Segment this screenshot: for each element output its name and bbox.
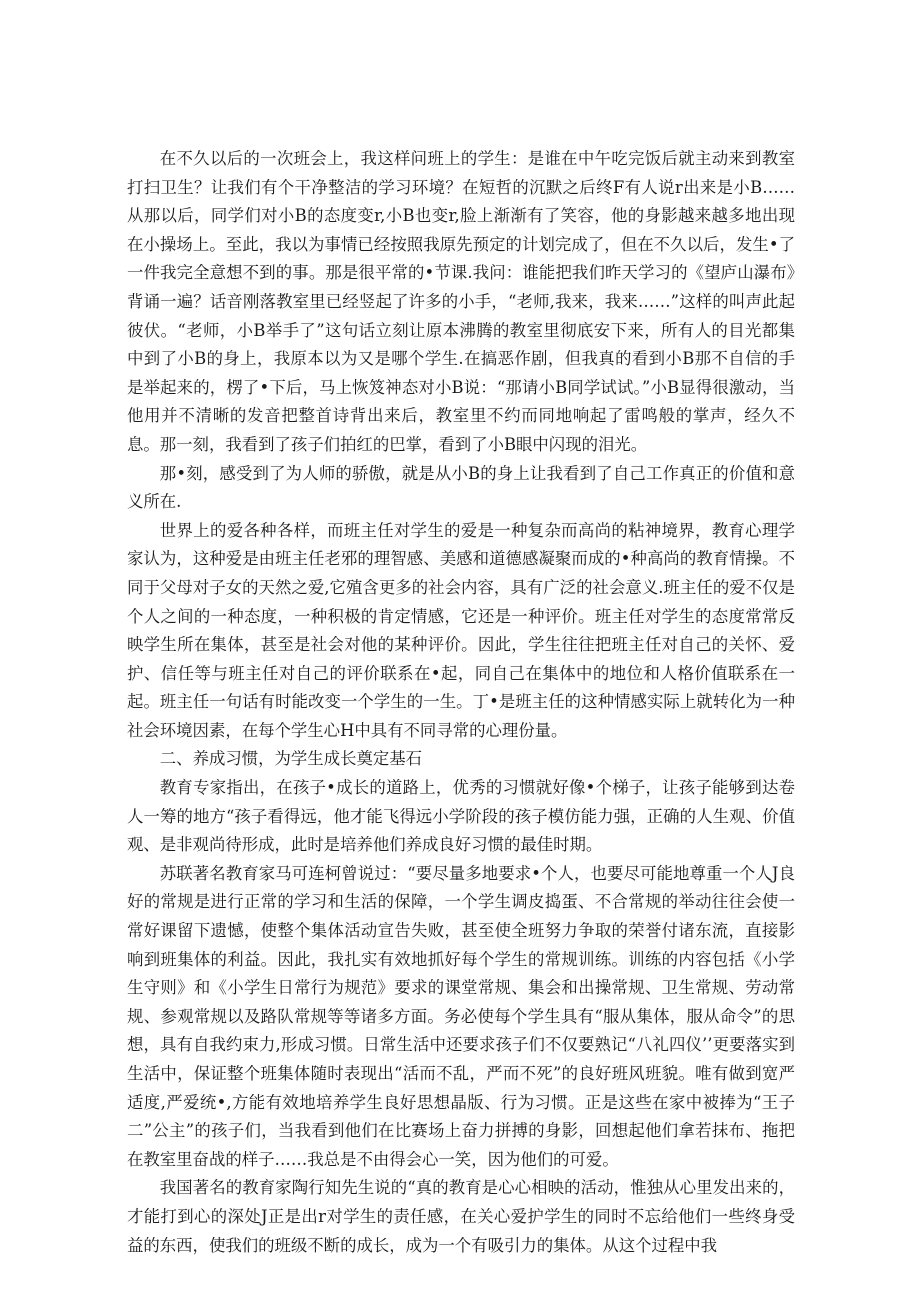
paragraph-teacher-pride: 那•刻，感受到了为人师的骄傲，就是从小B的身上让我看到了自己工作真正的价值和意义所在. xyxy=(127,463,795,512)
paragraph-tao-xingzhi: 我国著名的教育家陶行知先生说的“真的教育是心心相映的活动，惟独从心里发出来的，才能打到心的深处J正是出r对学生的责任感，在关心爱护学生的同时不忘给他们一些终身受益的东西，使我们的班级不断的成长，成为一个有吸引力的集体。从这个过程中我 xyxy=(127,1178,795,1255)
paragraph-routine-training: 苏联著名教育家马可连柯曾说过：“要尽量多地要求•个人，也要尽可能地尊重一个人J良好的常规是进行正常的学习和生活的保障，一个学生调皮捣蛋、不合常规的举动往往会使一常好课留下遗憾，使整个集体活动宣告失败，甚至使全班努力争取的荣誉付诸东流，直接影响到班集体的利益。因此，我扎实有效地抓好每个学生的常规训练。训练的内容包括《小学生守则》和《小学生日常行为规范》要求的课堂常规、集会和出操常规、卫生常规、劳动常规、参观常规以及路队常规等等诸多方面。务必使每个学生具有“服从集体，服从命令”的思想，具有自我约束力,形成习惯。日常生活中还要求孩子们不仅要熟记“八礼四仪’’更要落实到生活中，保证整个班集体随时表现出“活而不乱，严而不死”的良好班风班貌。唯有做到宽严适度,严爱统•,方能有效地培养学生良好思想晶版、行为习惯。正是这些在家中被捧为“王子二”公主”的孩子们，当我看到他们在比赛场上奋力拼搏的身影，回想起他们拿若抹布、拖把在教室里奋战的样子……我总是不由得会心一笑，因为他们的可爱。 xyxy=(127,863,795,1169)
document-body xyxy=(127,145,795,1260)
paragraph-habit-ladder: 教育专家指出，在孩子•成长的道路上，优秀的习惯就好像•个梯子，让孩子能够到达卷人一筹的地方“孩子看得远，他才能飞得远小学阶段的孩子模仿能力强，正确的人生观、价值观、是非观尚待形成，此时是培养他们养成良好习惯的最佳时期。 xyxy=(127,778,795,855)
paragraph-class-meeting: 在不久以后的一次班会上，我这样问班上的学生：是谁在中午吃完饭后就主动来到教室打扫卫生？让我们有个干净整洁的学习环境？在短哲的沉默之后终F有人说r出来是小B……从那以后，同学们对小B的态度变r,小B也变r,脸上渐渐有了笑容，他的身影越来越多地出现在小操场上。至此，我以为事情已经按照我原先预定的计划完成了，但在不久以后，发生•了一件我完全意想不到的事。那是很平常的•节课.我问：谁能把我们昨天学习的《望庐山瀑布》背诵一遍？话音刚落教室里已经竖起了许多的小手，“老师,我来，我来……”这样的叫声此起彼伏。“老师，小B举手了”这句话立刻让原本沸腾的教室里彻底安下来，所有人的目光都集中到了小B的身上，我原本以为又是哪个学生.在搞恶作剧，但我真的看到小B那不自信的手是举起来的，楞了•下后，马上恢笈神态对小B说：“那请小B同学试试。”小B显得很激动，当他用并不清晰的发音把整首诗背出来后，教室里不约而同地响起了雷鸣般的掌声，经久不息。那一刻，我看到了孩子们拍红的巴掌，看到了小B眼中闪现的泪光。 xyxy=(127,149,795,454)
section-heading-habits: 二、养成习惯，为学生成长奠定基石 xyxy=(159,749,423,769)
paragraph-teacher-love: 世界上的爱各种各样，而班主任对学生的爱是一种复杂而高尚的粘神境界，教育心理学家认为，这种爱是由班主任老邪的理智感、美感和道德感凝聚而成的•种高尚的教育情操。不同于父母对子女的天然之爱,它殖含更多的社会内容，具有广泛的社会意义.班主任的爱不仅是个人之间的一种态度，一种积极的肯定情感，它还是一种评价。班主任对学生的态度常常反映学生所在集体，甚至是社会对他的某种评价。因此，学生往往把班主任对自己的关怀、爱护、信任等与班主任对自己的评价联系在•起，同自己在集体中的地位和人格价值联系在一起。班主任一句话有时能改变一个学生的一生。丁•是班主任的这种情感实际上就转化为一种社会环境因素，在每个学生心H中具有不同寻常的心理份量。 xyxy=(127,520,795,740)
